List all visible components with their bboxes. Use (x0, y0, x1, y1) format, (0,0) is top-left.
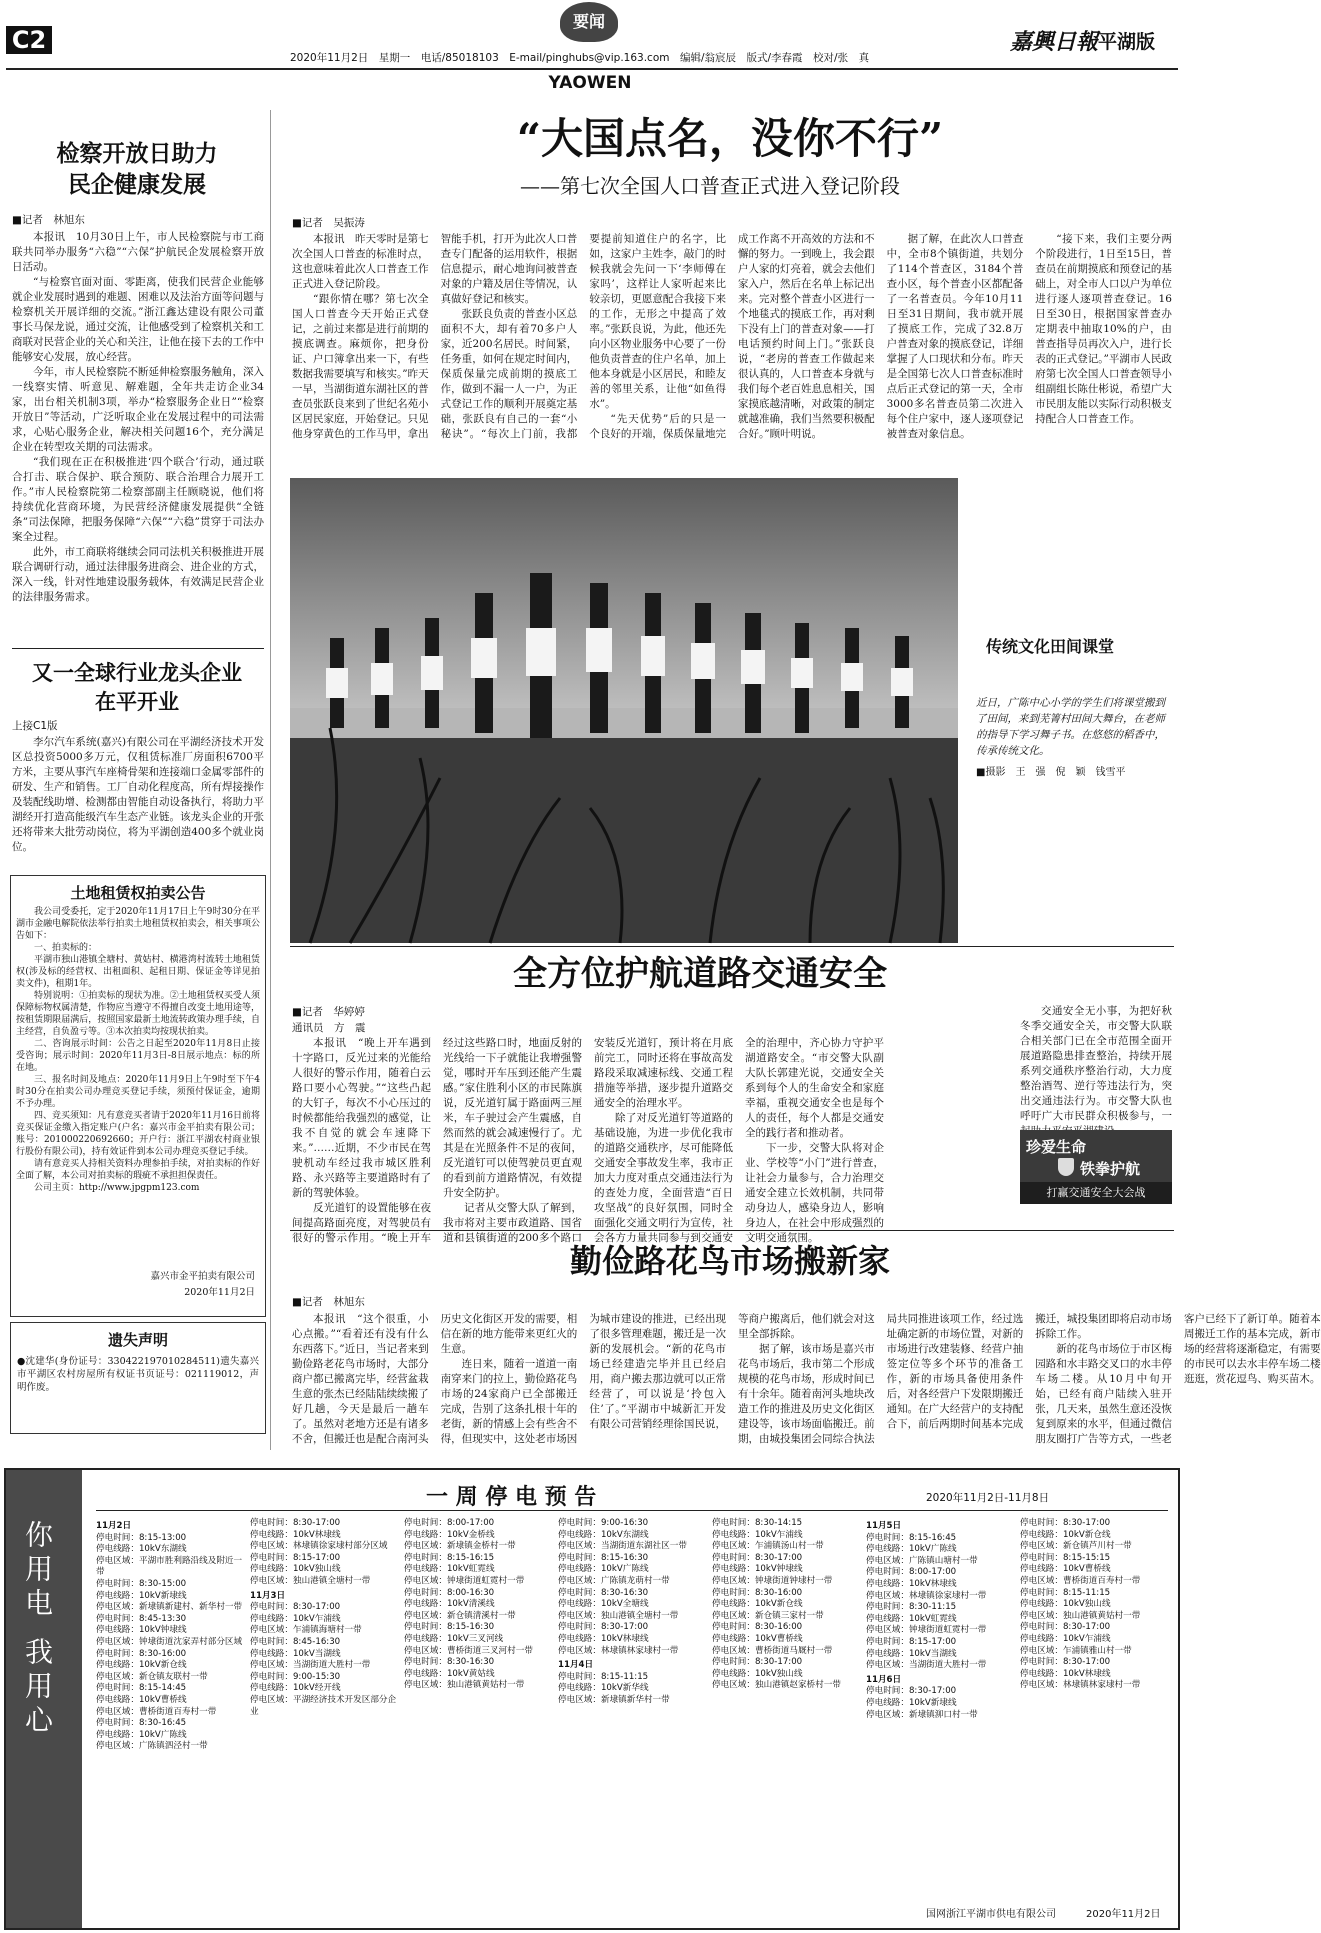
power-outage-entry: 停电时间：8:30-16:00 (96, 1648, 187, 1659)
power-outage-entry: 停电线路：10kV新仓线 (96, 1660, 187, 1671)
power-outage-entry: 停电时间：8:00-17:00 (866, 1567, 957, 1578)
edition-label: 平湖版 (1098, 31, 1156, 53)
power-footer-date: 2020年11月2日 (1086, 1909, 1161, 1920)
power-outage-entry: 停电线路：10kV林埭线 (1020, 1668, 1111, 1679)
power-outage-entry: 停电区域：乍浦镇汤山村一带 (712, 1541, 824, 1552)
article-prosecutor-headline: 检察开放日助力 民企健康发展 (56, 140, 218, 198)
power-outage-entry: 停电线路：10kV东湖线 (558, 1529, 649, 1540)
power-outage-entry: 停电时间：8:15-17:00 (250, 1552, 341, 1563)
power-outage-entry: 停电区域：独山港镇全塘村一带 (250, 1575, 371, 1586)
badge-subtitle: 打赢交通安全大会战 (1020, 1182, 1172, 1204)
power-outage-entry: 停电时间：8:15-16:30 (558, 1552, 649, 1563)
power-outage-entry: 停电区域：广陈镇山塘村一带 (866, 1555, 978, 1566)
lead-subhead: ——第七次全国人口普查正式进入登记阶段 (520, 174, 900, 198)
power-outage-entry: 停电区域：钟埭街道钟埭村一带 (712, 1575, 833, 1586)
power-outage-entry: 停电区域：独山港镇黄姑村一带 (404, 1680, 525, 1691)
notice-body: 我公司受委托，定于2020年11月17日上午9时30分在平湖市金融电解院依法举行拍卖土地租赁权拍卖会，相关事项公告如下： 一、拍卖标的： 平湖市独山港镇全塘村、黄姑村、横港湾村流转土地租赁权(涉及标的经营权、出租面积、起租日期、保证金等详见拍卖文件)，租期1年。 特别说明：①拍卖标的现状为准。②土地租赁权买受人须保障标物权属清楚，作物应当遵守不得擅自改变土地用途等，按租赁期限届满后，按照国家最新土地流转政策办理手续，自主经营，自负盈亏等。③本次拍卖均按现状拍卖。 二、咨询展示时间：公告之日起至2020年11月8日止接受咨询；展示时间：2020年11月3日-8日展示地点：标的所在地。 三、报名时间及地点：2020年11月9日上午9时至下午4时30分在拍卖公司办理竞买登记手续，须预付保证金，逾期不予办理。 四、竞买须知：凡有意竞买者请于2020年11月16日前将竞买保证金缴入指定账户(户名：嘉兴市金平拍卖有限公司；账号：201000220692660；开户行：浙江平湖农村商业银行股份有限公司)，持有效证件到本公司办理竞买登记手续。 请有意竞买人持相关资料办理参拍手续，对拍卖标的作好全面了解，本公司对拍卖标的瑕疵不承担担保责任。 公司主页：http://www.jpgpm123.com (16, 907, 260, 1193)
notice-date: 2020年11月2日 (184, 1287, 255, 1298)
power-title-rule (96, 1510, 1168, 1511)
power-outage-entry: 停电线路：10kV东湖线 (96, 1544, 187, 1555)
article-lear-body: 李尔汽车系统(嘉兴)有限公司在平湖经济技术开发区总投资5000多万元，仅租赁标准厂房面积6700平方米，主要从事汽车座椅骨架和连接端口金属零部件的研发、生产和销售。工厂自动化程度高，所有焊接操作及装配线助增、检测都由智能自动设备执行，将助力平湖经开打造高能级汽车生态产业链。该龙头企业的开张还将带来大批劳动岗位，将为平湖创造400多个就业岗位。 (12, 736, 264, 853)
power-outage-entry: 停电区域：平湖经济技术开发区部分企业 (250, 1694, 397, 1717)
traffic-top-rule (290, 946, 1174, 947)
lead-body: 本报讯 昨天零时是第七次全国人口普查的标准时点，这也意味着此次人口普查工作正式进入登记阶段。 “跟你情在哪？第七次全国人口普查今天开始正式登记，之前过来都是进行前期的摸底调查。麻烦你，把身份证、户口簿拿出来一下，有些数据我需要填写和核实。”昨天一早，当湖街道东湖社区的普查员张跃良来到了世纪名苑小区居民家庭，开始登记。只见他身穿黄色的工作马甲，拿出智能手机，打开为此次人口普查专门配备的运用软件，根据信息提示，耐心地询问被普查对象的户籍及居住等情况，认真做好登记和核实。 张跃良负责的普查小区总面积不大，却有着70多户人家，近200名居民。时间紧，任务重，如何在规定时间内，保质保量完成前期的摸底工作，做到不漏一人一户，为正式登记工作的顺利开展奠定基础，张跃良有自己的一套“小秘诀”。“每次上门前，我都要提前知道住户的名字，比如，这家户主姓李，敲门的时候我就会先问一下‘李师傅在家吗’，这样让人家听起来比较亲切，更愿意配合我接下来的工作，无形之中提高了效率。”张跃良说，为此，他还先向小区物业服务中心要了一份他负责普查的住户名单，加上他本身就是小区居民，和睦友善的邻里关系，让他“如鱼得水”。 “先天优势”后的只是一个良好的开端，保质保量地完成工作离不开高效的方法和不懈的努力。一到晚上，我会跟户人家的灯亮着，就会去他们家入户，然后在名单上标记出来。完对整个普查小区进行一个地毯式的摸底工作，再对剩下没有上门的普查对象——打电话预约时间上门。”张跃良说，“老房的普查工作做起来很认真的，人口普查本身就与我们每个老百姓息息相关，国家摸底越清晰，对政策的制定就越准确，我们当然要积极配合好。”顾叶明说。 据了解，在此次人口普查中，全市8个镇街道，共划分了114个普查区，3184个普查小区，每个普查小区都配备了一名普查员。今年10月11日至31日期间，我市就开展了摸底工作，完成了32.8万户普查对象的摸底登记，详细掌握了人口现状和分布。昨天是全国第七次人口普查标准时点后正式登记的第一天，全市3000多名普查员第二次进入每个住户家中，逐人逐项登记被普查对象信息。 “接下来，我们主要分两个阶段进行，1日至15日，普查员在前期摸底和预登记的基础上，对全市人口以户为单位进行逐人逐项普查登记。16日至30日，根据国家普查办定期表中抽取10%的户，由普查指导员再次入户，进行长表的正式登记。”平湖市人民政府第七次全国人口普查领导小组副组长陈仕彬说，希望广大市民朋友能以实际行动积极支持配合人口普查工作。 (292, 233, 1172, 440)
power-outage-entry: 停电时间：8:00-17:00 (404, 1518, 495, 1528)
power-outage-entry: 停电区域：钟埭街道虹霓村一带 (866, 1625, 987, 1636)
power-outage-column (96, 1518, 244, 1898)
paper-logo: 嘉興日報 (1010, 29, 1099, 55)
power-outage-entry: 停电线路：10kV清溪线 (404, 1599, 495, 1610)
power-outage-entry: 停电区域：广陈镇龙萌村一带 (558, 1575, 670, 1586)
power-outage-entry: 停电区域：独山港镇黄姑村一带 (1020, 1610, 1141, 1621)
power-outage-entry: 停电区域：新仓镇三家村一带 (712, 1610, 824, 1621)
power-outage-date: 11月6日 (866, 1674, 902, 1685)
traffic-byline-2: 通讯员 方 震 (292, 1022, 366, 1034)
lead-headline: “大国点名，没你不行” (516, 114, 944, 163)
lead-byline: ■记者 吴振涛 (292, 217, 365, 229)
market-byline: ■记者 林旭东 (292, 1296, 365, 1308)
power-side-text: 你用电 我用心 (21, 1520, 54, 1739)
power-outage-entry: 停电区域：独山港镇赵家桥村一带 (712, 1680, 841, 1691)
lost-title: 遗失声明 (107, 1331, 168, 1349)
power-outage-entry: 停电时间：8:30-16:30 (558, 1587, 649, 1598)
power-outage-entry: 停电区域：平湖市胜利路沿线及附近一带 (96, 1555, 243, 1578)
traffic-body-right: 交通安全无小事，为把好秋冬季交通安全关，市交警大队联合相关部门已在全市范围全面开展道路隐患排查整治，持续开展系列交通秩序整治行动，大力度整治酒驾、逆行等违法行为，突出交通违法行为。市交警大队也呼吁广大市民群众积极参与，一 (1020, 1005, 1172, 1122)
power-outage-column (404, 1518, 552, 1898)
power-outage-entry: 停电区域：乍浦镇海塘村一带 (250, 1625, 362, 1636)
left-divider-1 (12, 648, 264, 649)
article-lear-continued: 上接C1版 (12, 720, 58, 732)
power-outage-column (712, 1518, 860, 1898)
section-badge: 要闻 (560, 2, 618, 42)
power-outage-entry: 停电时间：8:30-17:00 (250, 1518, 341, 1528)
power-outage-entry: 停电区域：新埭镇新华村一带 (558, 1694, 670, 1705)
lost-text: ●沈建华(身份证号：330422197010284511)遗失嘉兴市平湖区农村房屋所有权证书页证号：021119012，声明作废。 (17, 1356, 259, 1393)
market-body: 本报讯 “这个很重，小心点搬。”“看着还有没有什么东西落下。”近日，当记者来到勤俭路老花鸟市场时，大部分商户都已搬离完毕，经营盆栽生意的张杰已经陆陆续续搬了好几趟，今天是最后一趟车了。虽然对老地方还是有诸多不舍，但搬迁也是配合南河头历史文化街区开发的需要，相信在新的地方能带来更红火的生意。 连日来，随着一道道一南南穿来门的拉上，勤俭路花鸟市场的24家商户已全部搬迁完成，告别了这条扎根十年的老街，新的情感上会有些舍不得，但现实中，这处老市场因为城市建设的推进，已经出现了很多管理难题，搬迁是一次新的发展机会。“新的花鸟市场已经建造完毕并且已经启用，商户搬去那边就可以正常经营了，可以说是‘拎包入住’了。”平湖市中城新汇开发有限公司营销经理徐国民说，等商户搬离后，他们就会对这里全部拆除。 据了解，该市场是嘉兴市花鸟市场后，我市第二个形成规模的花鸟市场，形成时间已有十余年。随着南河头地块改造工作的推进及历史文化街区建设等，该市场面临搬迁。前期，由城投集团会同综合执法局共同推进该项工作，经过选址确定新的市场位置，对新的市场进行改建装修、经营户抽签定位等多个环节的准备工作，新的市场具备使用条件后，对各经营户下发限期搬迁通知。在广大经营户的支持配合下，前后两期时间基本完成搬迁，城投集团即将启动市场拆除工作。 新的花鸟市场位于市区梅园路和水丰路交叉口的水丰停车场二楼。从10月中旬开始，已经有商户陆续入驻开张，几天来，虽然生意还没恢复到原来的水平，但通过微信朋友圈打广告等方式，一些老客户已经下了新订单。随着本周搬迁工作的基本完成，新市场的经营将逐渐稳定，有需要的市民可以去水丰停车场二楼逛逛，赏花逗鸟、购买苗木。 (292, 1313, 1321, 1445)
power-outage-column (250, 1518, 398, 1898)
traffic-byline: ■记者 华婷婷 (292, 1006, 365, 1018)
power-outage-date: 11月4日 (558, 1660, 594, 1671)
shield-icon (1058, 1158, 1074, 1176)
power-outage-entry: 停电线路：10kV新华线 (558, 1683, 649, 1694)
power-outage-entry: 停电线路：10kV虹霓线 (866, 1613, 957, 1624)
power-outage-entry: 停电线路：10kV新仓线 (712, 1599, 803, 1610)
power-outage-entry: 停电区域：新仓镇芦川村一带 (1020, 1541, 1132, 1552)
power-outage-entry: 停电时间：8:30-15:00 (96, 1578, 187, 1589)
power-outage-entry: 停电时间：8:30-17:00 (1020, 1622, 1111, 1633)
power-outage-entry: 停电区域：曹桥街道三叉河村一带 (404, 1645, 533, 1656)
power-outage-entry: 停电区域：当湖街道东湖社区一带 (558, 1541, 687, 1552)
power-outage-column (1020, 1518, 1168, 1898)
badge-line-1: 珍爱生命 (1026, 1138, 1087, 1156)
power-outage-entry: 停电时间：8:15-13:00 (96, 1532, 187, 1543)
power-range: 2020年11月2日-11月8日 (926, 1492, 1050, 1504)
power-outage-box (4, 1468, 1180, 1930)
left-column-divider (270, 110, 271, 1450)
power-outage-entry: 停电区域：钟埭街道虹霓村一带 (404, 1575, 525, 1586)
page-code: C2 (6, 26, 52, 54)
power-outage-entry: 停电区域：林埭镇林家埭村一带 (558, 1645, 679, 1656)
power-outage-entry: 停电线路：10kV林埭线 (866, 1578, 957, 1589)
power-outage-entry: 停电区域：林埭镇徐家埭村一带 (866, 1590, 987, 1601)
power-outage-entry: 停电线路：10kV当湖线 (866, 1648, 957, 1659)
power-outage-entry: 停电线路：10kV新仓线 (1020, 1529, 1111, 1540)
power-outage-entry: 停电区域：新埭镇泖口村一带 (866, 1709, 978, 1720)
power-outage-entry: 停电线路：10kV三叉河线 (404, 1633, 504, 1644)
power-outage-entry: 停电时间：8:15-11:15 (1020, 1587, 1111, 1598)
power-outage-entry: 停电时间：8:15-16:30 (404, 1622, 495, 1633)
power-outage-entry: 停电线路：10kV曹桥线 (96, 1694, 187, 1705)
power-outage-entry: 停电区域：钟埭街道沈家弄村部分区域 (96, 1636, 243, 1647)
photo-title: 传统文化田间课堂 (986, 637, 1115, 656)
power-outage-entry: 停电区域：独山港镇全塘村一带 (558, 1610, 679, 1621)
power-outage-entry: 停电区域：当湖街道大胜村一带 (866, 1660, 987, 1671)
traffic-headline: 全方位护航道路交通安全 (513, 954, 887, 994)
power-outage-date: 11月3日 (250, 1590, 286, 1601)
power-outage-entry: 停电线路：10kV独山线 (712, 1668, 803, 1679)
power-outage-entry: 停电线路：10kV钟埭线 (96, 1625, 187, 1636)
power-outage-entry: 停电线路：10kV经开线 (250, 1683, 341, 1694)
power-outage-entry: 停电线路：10kV金桥线 (404, 1529, 495, 1540)
power-outage-entry: 停电时间：8:00-16:30 (404, 1587, 495, 1598)
power-outage-entry: 停电线路：10kV广陈线 (558, 1564, 649, 1575)
badge-line-2: 铁拳护航 (1080, 1160, 1141, 1178)
photo-caption: 近日，广陈中心小学的学生们将课堂搬到了田间，来到芜箐村田间大舞台，在老师的指导下学习舞子书。在悠悠的稻香中，传承传统文化。 (976, 697, 1165, 757)
section-pinyin: YAOWEN (548, 73, 632, 93)
power-outage-entry: 停电线路：10kV新埭线 (96, 1590, 187, 1601)
masthead-rule (6, 68, 1178, 70)
power-outage-date: 11月2日 (96, 1521, 132, 1531)
power-outage-entry: 停电时间：8:15-15:15 (1020, 1552, 1111, 1563)
power-outage-entry: 停电线路：10kV曹桥线 (712, 1633, 803, 1644)
power-outage-entry: 停电线路：10kV林埭线 (558, 1633, 649, 1644)
power-outage-entry: 停电时间：8:30-17:00 (866, 1686, 957, 1697)
power-outage-entry: 停电区域：林埭镇徐家埭村部分区域 (250, 1541, 388, 1552)
power-outage-entry: 停电线路：10kV独山线 (250, 1564, 341, 1575)
power-outage-entry: 停电时间：8:15-17:00 (866, 1636, 957, 1647)
power-outage-entry: 停电时间：8:30-17:00 (1020, 1657, 1111, 1668)
traffic-safety-badge (1020, 1130, 1172, 1204)
lost-notice (10, 1322, 266, 1434)
power-footer: 国网浙江平湖市供电有限公司 (926, 1909, 1056, 1920)
power-outage-entry: 停电线路：10kV曹桥线 (1020, 1564, 1111, 1575)
power-outage-entry: 停电时间：8:15-16:45 (866, 1532, 957, 1543)
power-outage-entry: 停电线路：10kV全塘线 (558, 1599, 649, 1610)
power-outage-entry: 停电区域：当湖街道大胜村一带 (250, 1660, 371, 1671)
power-outage-entry: 停电区域：曹桥街道百寿村一带 (96, 1706, 217, 1717)
power-outage-entry: 停电区域：新仓镇清溪村一带 (404, 1610, 516, 1621)
market-top-rule (290, 1230, 1174, 1231)
power-outage-entry: 停电时间：8:30-17:00 (712, 1552, 803, 1563)
power-outage-entry: 停电线路：10kV独山线 (1020, 1599, 1111, 1610)
power-outage-entry: 停电线路：10kV乍浦线 (1020, 1633, 1111, 1644)
article-prosecutor-body: 本报讯 10月30日上午，市人民检察院与市工商联共同举办服务“六稳”“六保”护航民企发展检察开放日活动。 “与检察官面对面、零距离，使我们民营企业能够就企业发展时遇到的难题、困难以及法治方面等问题与检察机关开展详细的交流。”浙江鑫达建设有限公司董事长马保龙说，通过交流，让他感受到了检察机关和工商联对民营企业的关心和关注，让他在接下去的工作中能够安心发展，放心经营。 今年，市人民检察院不断延伸检察服务触角，深入一线察实情、听意见、解难题，全年共走访企业34家，出台相关机制3项，举办“检察服务企业日”“检察开放日”等活动，广泛听取企业在发展过程中的司法需求，心贴心服务企业，解决相关问题16个，充分满足企业在转型攻关期的司法需求。 “我们现在正在积极推进‘四个联合’行动，通过联合打击、联合保护、联合预防、联合治理合力展开工作。”市人民检察院第二检察部副主任顾晓说，他们将持续优化营商环境，为民营经济健康发展提供“全链条”司法保障，把服务保障“六保”“六稳”贯穿于司法办案全过程。 此外，市工商联将继续会同司法机关积极推进开展联合调研行动，通过法律服务进商会、进企业的方式，深入一线，针对性地建设服务载体，有效满足民营企业的法律服务需求。 (12, 231, 264, 603)
power-outage-entry: 停电时间：8:30-17:00 (558, 1622, 649, 1633)
power-outage-column (558, 1518, 706, 1898)
power-outage-entry: 停电时间：8:30-16:30 (404, 1657, 495, 1668)
power-outage-entry: 停电线路：10kV乍浦线 (250, 1613, 341, 1624)
power-outage-entry: 停电时间：8:30-17:00 (712, 1657, 803, 1668)
power-outage-entry: 停电时间：8:30-11:15 (866, 1602, 957, 1613)
land-lease-notice (10, 875, 266, 1317)
power-outage-entry: 停电时间：8:30-16:00 (712, 1622, 803, 1633)
article-prosecutor-byline: ■记者 林旭东 (12, 214, 85, 226)
power-outage-entry: 停电时间：8:30-17:00 (1020, 1518, 1111, 1528)
power-outage-entry: 停电线路：10kV乍浦线 (712, 1529, 803, 1540)
photo-credit: ■摄影 王 强 倪 颖 钱雪平 (976, 767, 1126, 778)
power-outage-entry: 停电区域：乍浦镇雅山村一带 (1020, 1645, 1132, 1656)
traffic-body: 本报讯 “晚上开车遇到十字路口，反光过来的光能给人很好的警示作用，随着白云路口要小心驾驶。”“这些凸起的大钉子，每次不小心压过的时候都能给我强烈的感觉，让我不自觉的就会车速降下来。”……近期，不少市民在驾驶机动车经过我市城区胜利路、永兴路等主要道路时有了新的驾驶体验。 反光道钉的设置能够在夜间提高路面亮度，对驾驶员有很好的警示作用。“晚上开车经过这些路口时，地面反射的光线给一下子就能让我增强警觉，哪时开车压到还能产生震感。”家住胜利小区的市民陈旗说，反光道钉属于路面两三厘米，车子驶过会产生震感，自然而然的就会减速慢行了。尤其是在光照条件不足的夜间，反光道钉可以使驾驶员更直观的看到前方道路情况，有效提升安全防护。 记者从交警大队了解到，我市将对主要市政道路、国省道和县镇街道的200多个路口安装反光道钉，预计将在月底前完工，同时还将在事故高发路段采取减速标线、交通工程措施等举措，逐步提升道路交通安全的治理水平。 除了对反光道钉等道路的基础设施，为进一步优化我市的道路交通秩序，尽可能降低交通安全事故发生率，我市正加大力度对重点交通违法行为的查处力度，全面营造“百日攻坚战”的良好氛围，同时全面强化交通文明行为宣传，社会各方力量共同参与到交通安全的治理中，齐心协力守护平湖道路安全。“市交警大队副大队长郭建光说，交通安全关系到每个人的生命安全和家庭幸福，重视交通安全也是每个人的责任，每个人都是交通安全的践行者和推动者。 下一步，交警大队将对企业、学校等“小门”进行普查，让社会力量参与，合力治理交通安全建立长效机制，共同带动身边人，感染身边人，影响身边人，在社会中形成强烈的文明交通氛围。 (292, 1037, 884, 1244)
market-headline: 勤俭路花鸟市场搬新家 (569, 1242, 890, 1280)
power-outage-entry: 停电时间：8:30-14:15 (712, 1518, 803, 1528)
power-outage-entry: 停电时间：8:15-16:15 (404, 1552, 495, 1563)
power-outage-entry: 停电时间：8:30-17:00 (250, 1602, 341, 1613)
power-outage-entry: 停电线路：10kV广陈线 (866, 1544, 957, 1555)
power-outage-entry: 停电线路：10kV新埭线 (866, 1697, 957, 1708)
power-outage-column (866, 1518, 1014, 1898)
power-outage-entry: 停电区域：广陈镇泗泾村一带 (96, 1741, 208, 1752)
power-outage-entry: 停电线路：10kV黄姑线 (404, 1668, 495, 1679)
power-outage-entry: 停电区域：新仓镇友联村一带 (96, 1671, 208, 1682)
issue-line: 2020年11月2日 星期一 电话/85018103 E-mail/pinghubs@vip.163.com 编辑/翁宸辰 版式/李春霞 校对/张 真 (290, 52, 870, 64)
power-outage-entry: 停电区域：新埭镇金桥村一带 (404, 1541, 516, 1552)
power-outage-entry: 停电时间：9:00-16:30 (558, 1518, 649, 1528)
power-outage-entry: 停电线路：10kV当湖线 (250, 1648, 341, 1659)
power-outage-date: 11月5日 (866, 1521, 902, 1531)
power-outage-entry: 停电时间：8:15-14:45 (96, 1683, 187, 1694)
power-outage-entry: 停电线路：10kV钟埭线 (712, 1564, 803, 1575)
power-outage-entry: 停电区域：新埭镇新建村、新华村一带 (96, 1602, 243, 1613)
power-outage-entry: 停电线路：10kV广陈线 (96, 1729, 187, 1740)
power-outage-entry: 停电时间：9:00-15:30 (250, 1671, 341, 1682)
power-outage-entry: 停电线路：10kV虹霓线 (404, 1564, 495, 1575)
power-outage-entry: 停电时间：8:30-16:45 (96, 1718, 187, 1729)
power-outage-entry: 停电区域：曹桥街道百寿村一带 (1020, 1575, 1141, 1586)
power-outage-entry: 停电时间：8:45-13:30 (96, 1613, 187, 1624)
power-outage-entry: 停电时间：8:30-16:00 (712, 1587, 803, 1598)
notice-company: 嘉兴市金平拍卖有限公司 (150, 1271, 255, 1282)
power-outage-entry: 停电线路：10kV林埭线 (250, 1529, 341, 1540)
power-outage-entry: 停电时间：8:15-11:15 (558, 1671, 649, 1682)
power-title: 一 周 停 电 预 告 (426, 1484, 597, 1510)
field-class-photo (290, 478, 958, 943)
notice-title: 土地租赁权拍卖公告 (70, 884, 206, 902)
power-outage-entry: 停电区域：曹桥街道马厩村一带 (712, 1645, 833, 1656)
power-outage-entry: 停电时间：8:45-16:30 (250, 1636, 341, 1647)
power-outage-entry: 停电区域：林埭镇林家埭村一带 (1020, 1680, 1141, 1691)
article-lear-headline: 又一全球行业龙头企业 在平开业 (32, 660, 242, 714)
